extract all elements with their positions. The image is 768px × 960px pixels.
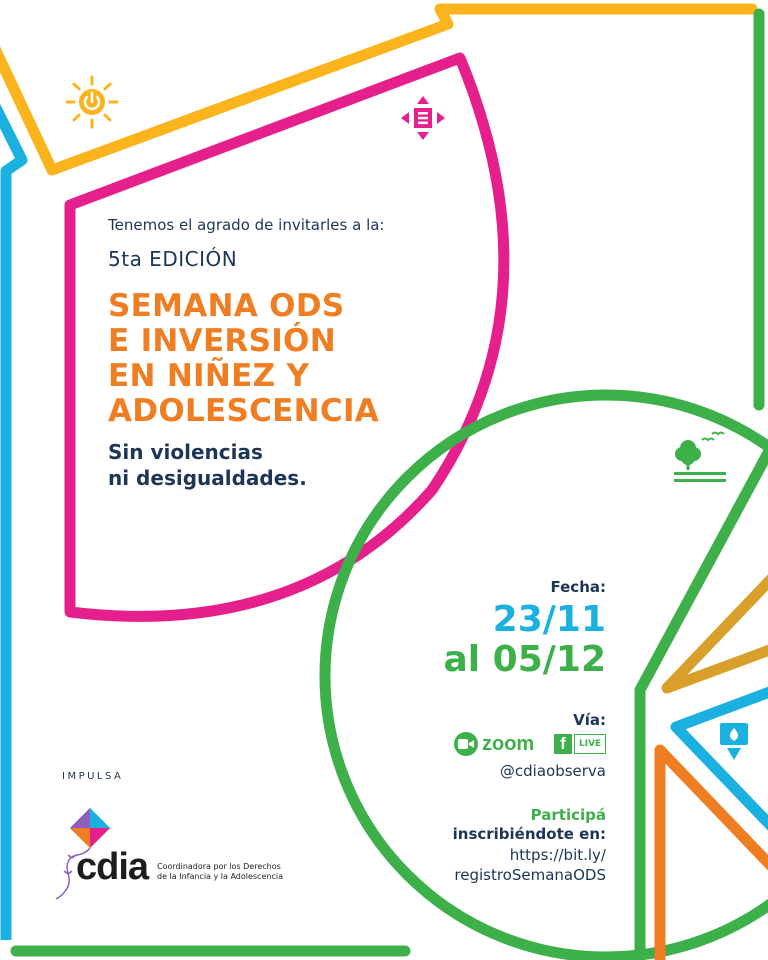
register-cta-line-1: Participá: [530, 806, 606, 824]
facebook-live-icon: [554, 734, 606, 754]
cdia-logo-word: cdia: [76, 846, 149, 888]
zoom-badge: [454, 732, 534, 756]
event-title-line-3: EN NIÑEZ Y: [108, 358, 310, 394]
event-title-line-1: SEMANA ODS: [108, 288, 345, 324]
event-title-line-4: ADOLESCENCIA: [108, 393, 380, 429]
zoom-label: zoom: [482, 732, 535, 755]
sun-power-icon: [64, 74, 120, 130]
cdia-desc-line-1: Coordinadora por los Derechos: [157, 862, 281, 871]
arrows-menu-icon: [399, 94, 447, 142]
social-handle: @cdiaobserva: [499, 762, 606, 780]
via-label: Vía:: [573, 711, 606, 729]
subtitle-line-1: Sin violencias: [108, 440, 263, 464]
register-url-line-2[interactable]: registroSemanaODS: [454, 866, 606, 884]
intro-text: Tenemos el agrado de invitarles a la:: [108, 216, 385, 234]
date-start: 23/11: [492, 599, 606, 640]
live-label: LIVE: [574, 734, 606, 754]
orange-triangle: [660, 750, 768, 960]
fecha-label: Fecha:: [550, 578, 606, 596]
edition-label: 5ta EDICIÓN: [108, 247, 238, 271]
subtitle-line-2: ni desigualdades.: [108, 466, 307, 490]
date-end: al 05/12: [443, 639, 606, 680]
impulsa-label: IMPULSA: [62, 771, 124, 782]
register-cta-line-2: inscribiéndote en:: [452, 825, 606, 843]
cdia-desc-line-2: de la Infancia y la Adolescencia: [157, 872, 283, 881]
blue-left-frame: [0, 96, 22, 940]
water-drop-icon: [719, 722, 749, 762]
register-url-line-1[interactable]: https://bit.ly/: [509, 846, 606, 864]
zoom-camera-icon: [454, 732, 478, 756]
gold-triangle: [667, 575, 768, 688]
event-title-line-2: E INVERSIÓN: [108, 323, 336, 359]
facebook-letter: f: [554, 734, 572, 754]
tree-birds-icon: [672, 430, 728, 484]
